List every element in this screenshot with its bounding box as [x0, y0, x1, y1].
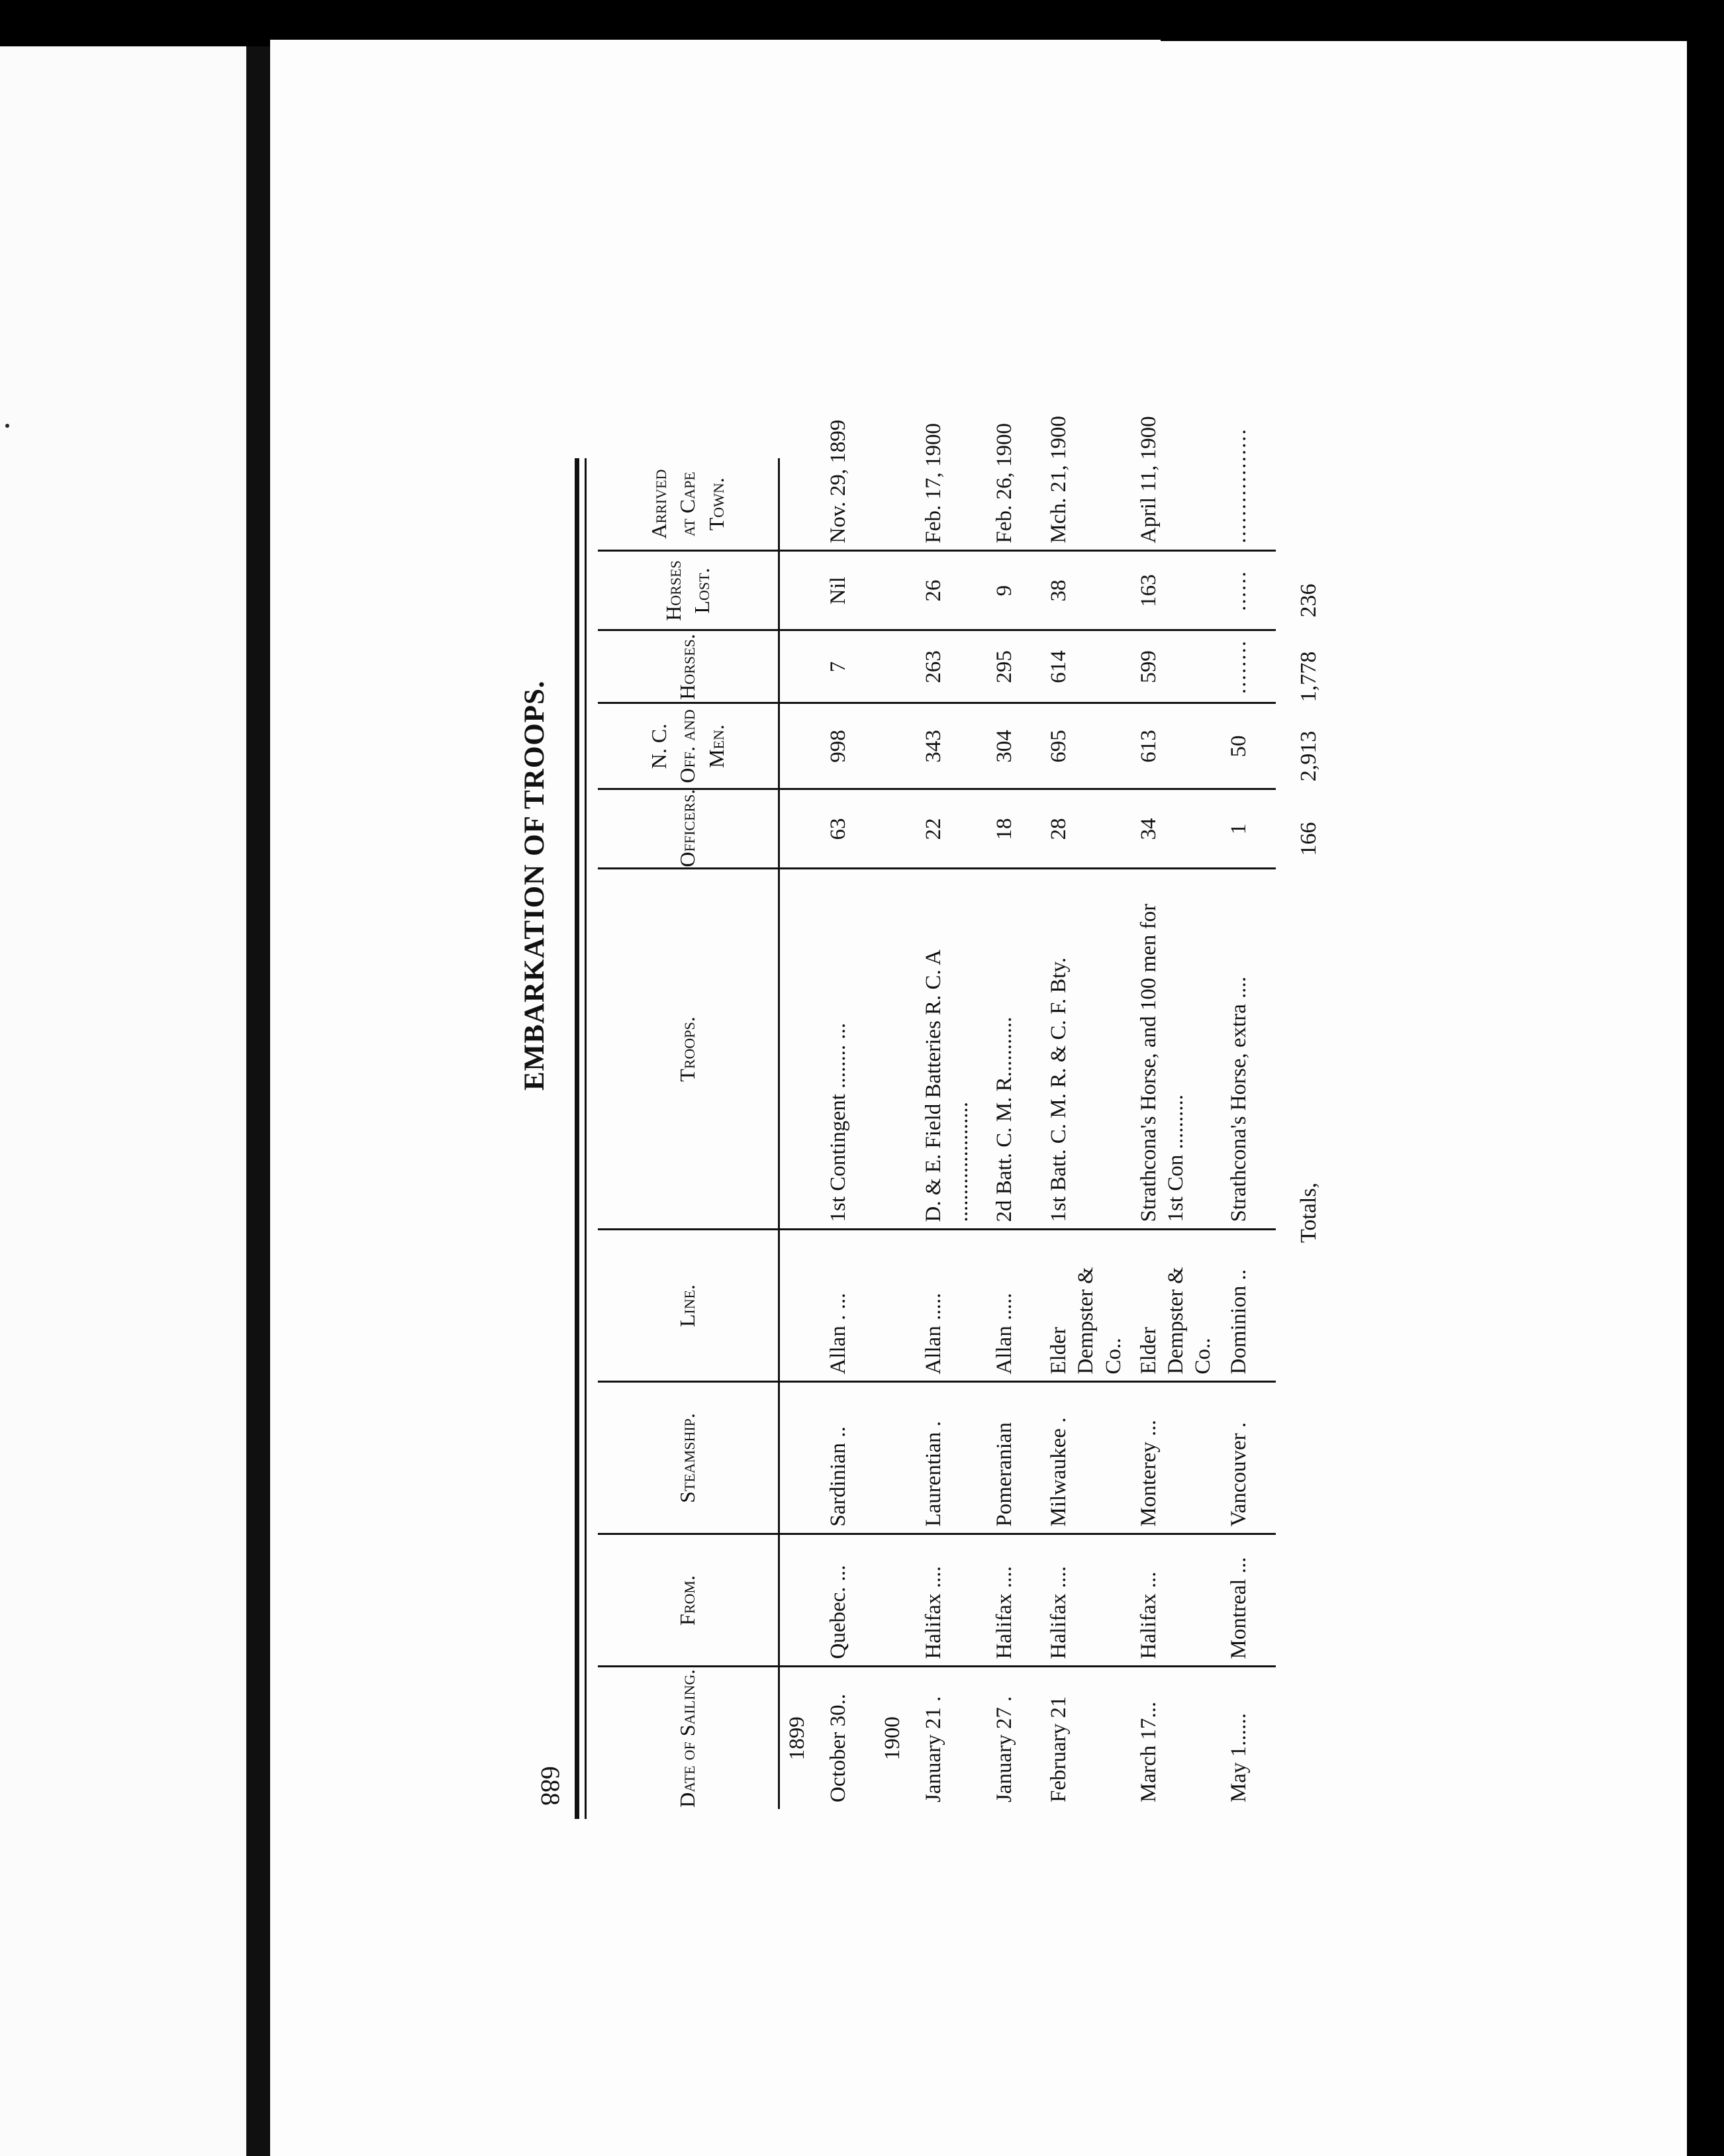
cell-line: Allan .....	[916, 1230, 987, 1382]
cell-arrived: .................	[1221, 458, 1276, 551]
cell-line: Allan . ...	[821, 1230, 875, 1382]
cell-nco-men: 304	[987, 703, 1041, 789]
year-row-1900	[875, 458, 916, 1809]
cell-line: Allan .....	[987, 1230, 1041, 1382]
total-horses: 1,778	[1296, 651, 1321, 703]
header-line: Line.	[598, 1230, 779, 1382]
page-number: 688	[536, 1766, 565, 1806]
cell-date: January 21 .	[922, 1696, 945, 1802]
cell-horses-lost: 163	[1131, 551, 1221, 630]
year-label: 1899	[785, 1716, 809, 1761]
cell-officers: 34	[1131, 789, 1221, 869]
cell-horses: 614	[1041, 630, 1131, 703]
cell-from: Halifax ...	[1131, 1534, 1221, 1667]
cell-nco-men: 613	[1131, 703, 1221, 789]
cell-date: January 27 .	[992, 1696, 1016, 1802]
rotated-table-page	[499, 296, 1326, 1819]
header-officers: Officers.	[598, 789, 779, 869]
cell-steamship: Monterey ...	[1131, 1382, 1221, 1534]
cell-from: Quebec. ...	[821, 1534, 875, 1667]
cell-date: October 30..	[826, 1693, 850, 1802]
header-date: Date of Sailing.	[598, 1667, 779, 1809]
cell-horses: 295	[987, 630, 1041, 703]
cell-from: Montreal ...	[1221, 1534, 1276, 1667]
cell-officers: 1	[1221, 789, 1276, 869]
cell-nco-men: 998	[821, 703, 875, 789]
cell-horses-lost: 38	[1041, 551, 1131, 630]
cell-steamship: Laurentian .	[916, 1382, 987, 1534]
cell-steamship: Pomeranian	[987, 1382, 1041, 1534]
embarkation-table	[598, 416, 1276, 1809]
cell-arrived: Feb. 17, 1900	[916, 458, 987, 551]
total-horses-lost: 236	[1296, 583, 1321, 618]
cell-troops: 2d Batt. C. M. R...........	[987, 869, 1041, 1230]
cell-horses-lost: 9	[987, 551, 1041, 630]
cell-horses: 599	[1131, 630, 1221, 703]
left-page	[0, 46, 246, 2156]
cell-date: February 21	[1047, 1696, 1071, 1802]
table-row	[1131, 458, 1221, 1809]
cell-date: March 17...	[1136, 1701, 1161, 1802]
cell-date: May 1......	[1226, 1713, 1251, 1802]
cell-from: Halifax ....	[1041, 1534, 1131, 1667]
table-row	[916, 458, 987, 1809]
cell-nco-men: 695	[1041, 703, 1131, 789]
table-row	[821, 458, 875, 1809]
cell-arrived: Feb. 26, 1900	[987, 458, 1041, 551]
cell-arrived: Mch. 21, 1900	[1041, 458, 1131, 551]
title-rule-thick	[575, 458, 579, 1819]
ink-speck	[5, 424, 9, 428]
cell-troops: 1st Contingent ........ ...	[821, 869, 875, 1230]
year-label: 1900	[881, 1716, 904, 1761]
table-row	[1041, 458, 1131, 1809]
cell-troops: D. & E. Field Batteries R. C. A ......................	[916, 869, 987, 1230]
table-row	[987, 458, 1041, 1809]
header-nco-men: N. C. Off. and Men.	[598, 703, 779, 789]
cell-horses: 263	[916, 630, 987, 703]
year-row-1899	[779, 458, 822, 1809]
page-title: EMBARKATION OF TROOPS.	[519, 680, 550, 1091]
header-horses-lost: Horses Lost.	[598, 551, 779, 630]
cell-officers: 63	[821, 789, 875, 869]
header-row	[598, 458, 779, 1809]
header-arrived: Arrived at Cape Town.	[598, 458, 779, 551]
cell-line: Dominion ..	[1221, 1230, 1276, 1382]
cell-horses-lost: Nil	[821, 551, 875, 630]
cell-horses-lost: 26	[916, 551, 987, 630]
cell-from: Halifax ....	[916, 1534, 987, 1667]
cell-steamship: Sardinian ..	[821, 1382, 875, 1534]
cell-officers: 18	[987, 789, 1041, 869]
cell-officers: 28	[1041, 789, 1131, 869]
cell-troops: 1st Batt. C. M. R. & C. F. Bty.	[1041, 869, 1131, 1230]
book-gutter	[246, 46, 270, 2156]
cell-horses: ........	[1221, 630, 1276, 703]
cell-officers: 22	[916, 789, 987, 869]
cell-steamship: Vancouver .	[1221, 1382, 1276, 1534]
title-rule-thin	[585, 458, 587, 1819]
header-steamship: Steamship.	[598, 1382, 779, 1534]
cell-troops: Strathcona's Horse, extra ....	[1221, 869, 1276, 1230]
cell-steamship: Milwaukee .	[1041, 1382, 1131, 1534]
cell-troops: Strathcona's Horse, and 100 men for 1st Con ..........	[1131, 869, 1221, 1230]
total-officers: 166	[1296, 822, 1321, 856]
cell-nco-men: 343	[916, 703, 987, 789]
cell-nco-men: 50	[1221, 703, 1276, 789]
totals-label: Totals,	[1296, 1182, 1321, 1243]
cell-line: Elder Dempster & Co..	[1041, 1230, 1131, 1382]
header-troops: Troops.	[598, 869, 779, 1230]
cell-from: Halifax ....	[987, 1534, 1041, 1667]
header-horses: Horses.	[598, 630, 779, 703]
table-row	[1221, 458, 1276, 1809]
total-nco-men: 2,913	[1296, 730, 1321, 782]
header-from: From.	[598, 1534, 779, 1667]
cell-horses: 7	[821, 630, 875, 703]
cell-horses-lost: ......	[1221, 551, 1276, 630]
cell-arrived: April 11, 1900	[1131, 458, 1221, 551]
cell-arrived: Nov. 29, 1899	[821, 458, 875, 551]
cell-line: Elder Dempster & Co..	[1131, 1230, 1221, 1382]
